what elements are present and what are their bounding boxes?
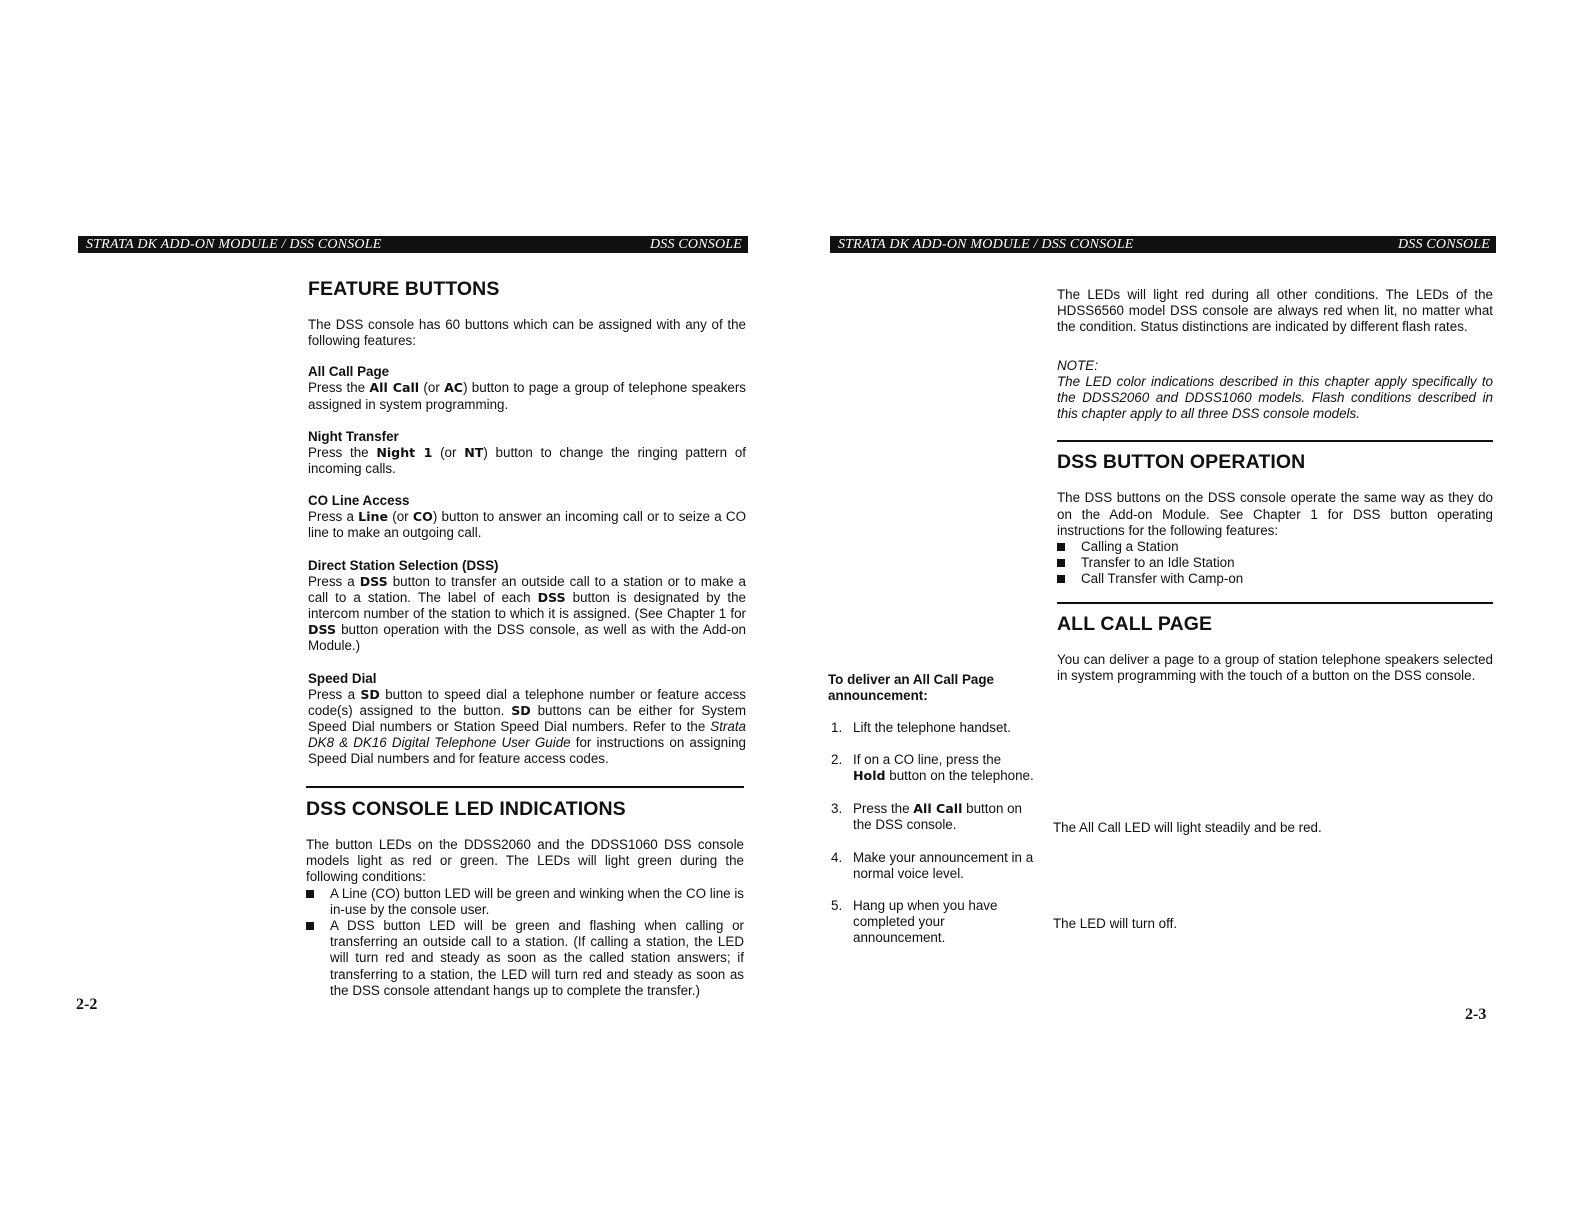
feature-title: All Call Page <box>308 364 390 380</box>
header-title: STRATA DK ADD-ON MODULE / DSS CONSOLE <box>838 237 1134 252</box>
step-text: Press the All Call button on the DSS console. <box>853 801 1023 833</box>
step-text: Hang up when you have completed your announcement. <box>853 898 998 946</box>
step-number: 1. <box>831 720 843 735</box>
button-label: SD <box>511 702 531 718</box>
step-number: 4. <box>831 850 843 865</box>
step-2 <box>831 752 1051 786</box>
led-red-conditions: The LEDs will light red during all other conditions. The LEDs of the HDSS6560 model DSS console are always red when lit, no matter what the condition. Status distinctions are indicated by different flash rates. <box>1057 287 1493 335</box>
page-number: 2-2 <box>76 996 98 1013</box>
button-label: All Call <box>913 801 963 816</box>
section-title-all-call-page: ALL CALL PAGE <box>1057 612 1213 635</box>
page-number: 2-3 <box>1465 1006 1487 1023</box>
note-label: NOTE: <box>1057 357 1098 373</box>
step-text: Lift the telephone handset. <box>853 720 1011 735</box>
step-3-result: The All Call LED will light steadily and be red. <box>1053 820 1322 835</box>
button-label: CO <box>412 509 433 525</box>
square-bullet-icon <box>1057 543 1065 551</box>
button-label: Line <box>358 509 389 525</box>
dss-operation-features <box>1057 539 1493 588</box>
feature-title: Speed Dial <box>308 670 377 686</box>
procedure-title-cont: announcement: <box>828 688 928 703</box>
button-label: NT <box>464 444 484 460</box>
header-section: DSS CONSOLE <box>1397 237 1490 252</box>
section-title-feature-buttons: FEATURE BUTTONS <box>308 278 500 300</box>
procedure-title: To deliver an All Call Page <box>828 672 994 687</box>
right-main-column <box>1057 287 1493 684</box>
page-header-right <box>830 236 1496 253</box>
list-item: Calling a Station <box>1057 539 1493 555</box>
guide-title: Strata DK8 & DK16 Digital Telephone User Guide <box>308 719 746 751</box>
led-indications-section <box>306 786 744 999</box>
button-label: SD <box>360 686 380 702</box>
feature-title: Night Transfer <box>308 428 399 444</box>
step-3 <box>831 801 1051 835</box>
square-bullet-icon <box>306 890 314 898</box>
button-label: DSS <box>308 622 337 638</box>
button-label: Hold <box>853 768 886 784</box>
list-item: Call Transfer with Camp-on <box>1057 571 1493 587</box>
feature-description: Press a DSS button to transfer an outside call to a station or to make a call to a station. The label of each DSS button is designated by the intercom number of the station to which it is assigned. (See Chapter 1 for DSS button operation with the DSS console, as well as with the Add-on Module.) <box>308 573 746 654</box>
led-green-conditions <box>306 886 744 999</box>
list-item: A DSS button LED will be green and flashing when calling or transferring an outside call to a station. (If calling a station, the LED will turn red and steady as soon as the called station answers; if transferring to a station, the LED will turn red and steady as soon as the DSS console attendant hangs up to complete the transfer.) <box>306 918 744 999</box>
feature-title: CO Line Access <box>308 493 410 509</box>
step-number: 5. <box>831 898 843 913</box>
feature-description: Press the All Call (or AC) button to page a group of telephone speakers assigned in system programming. <box>308 380 746 412</box>
feature-description: Press a Line (or CO) button to answer an incoming call or to seize a CO line to make an outgoing call. <box>308 509 746 541</box>
feature-buttons-section <box>308 278 746 768</box>
section-title-dss-button-operation: DSS BUTTON OPERATION <box>1057 451 1306 474</box>
feature-co-line-access <box>308 493 746 541</box>
procedure-heading <box>828 672 1038 704</box>
step-number: 2. <box>831 752 843 767</box>
right-page <box>792 0 1584 1221</box>
list-item: A Line (CO) button LED will be green and winking when the CO line is in-use by the console user. <box>306 886 744 918</box>
square-bullet-icon <box>1057 575 1065 583</box>
feature-all-call-page <box>308 364 746 412</box>
header-title: STRATA DK ADD-ON MODULE / DSS CONSOLE <box>86 237 382 252</box>
page-header-left <box>78 236 748 253</box>
section-divider <box>306 786 744 788</box>
step-number: 3. <box>831 801 843 816</box>
note-text: The LED color indications described in this chapter apply specifically to the DDSS2060 and DDSS1060 models. Flash conditions described in this chapter apply to all three DSS console models. <box>1057 373 1493 422</box>
all-call-intro: You can deliver a page to a group of station telephone speakers selected in system programming with the touch of a button on the DSS console. <box>1057 651 1493 683</box>
square-bullet-icon <box>1057 559 1065 567</box>
feature-night-transfer <box>308 429 746 477</box>
feature-description: Press a SD button to speed dial a telephone number or feature access code(s) assigned to the button. SD buttons can be either for System Speed Dial numbers or Station Speed Dial numbers. Refer to the Strata DK8 & DK16 Digital Telephone User Guide for instructions on assigning Speed Dial numbers and for feature access codes. <box>308 686 746 767</box>
step-5 <box>831 898 1051 948</box>
step-text: If on a CO line, press the Hold button on the telephone. <box>853 752 1034 784</box>
section-divider <box>1057 440 1493 442</box>
button-label: DSS <box>359 573 388 589</box>
feature-buttons-intro: The DSS console has 60 buttons which can be assigned with any of the following features: <box>308 317 746 349</box>
button-label: Night 1 <box>376 444 433 460</box>
button-label: DSS <box>537 589 566 605</box>
header-section: DSS CONSOLE <box>649 237 742 252</box>
button-label: AC <box>444 380 464 396</box>
square-bullet-icon <box>306 922 314 930</box>
button-label: All Call <box>369 380 420 396</box>
section-title-led-indications: DSS CONSOLE LED INDICATIONS <box>306 798 626 820</box>
led-intro: The button LEDs on the DDSS2060 and the DDSS1060 DSS console models light as red or green. The LEDs will light green during the following conditions: <box>306 837 744 885</box>
step-text: Make your announcement in a normal voice level. <box>853 850 1034 882</box>
section-divider <box>1057 602 1493 604</box>
feature-speed-dial <box>308 671 746 768</box>
step-5-result: The LED will turn off. <box>1053 916 1178 931</box>
feature-description: Press the Night 1 (or NT) button to change the ringing pattern of incoming calls. <box>308 444 746 477</box>
step-4 <box>831 850 1051 884</box>
list-item: Transfer to an Idle Station <box>1057 555 1493 571</box>
feature-title: Direct Station Selection (DSS) <box>308 557 499 573</box>
feature-direct-station-selection <box>308 558 746 655</box>
dss-operation-intro: The DSS buttons on the DSS console operate the same way as they do on the Add-on Module. See Chapter 1 for DSS button operating instructions for the following features: <box>1057 490 1493 538</box>
